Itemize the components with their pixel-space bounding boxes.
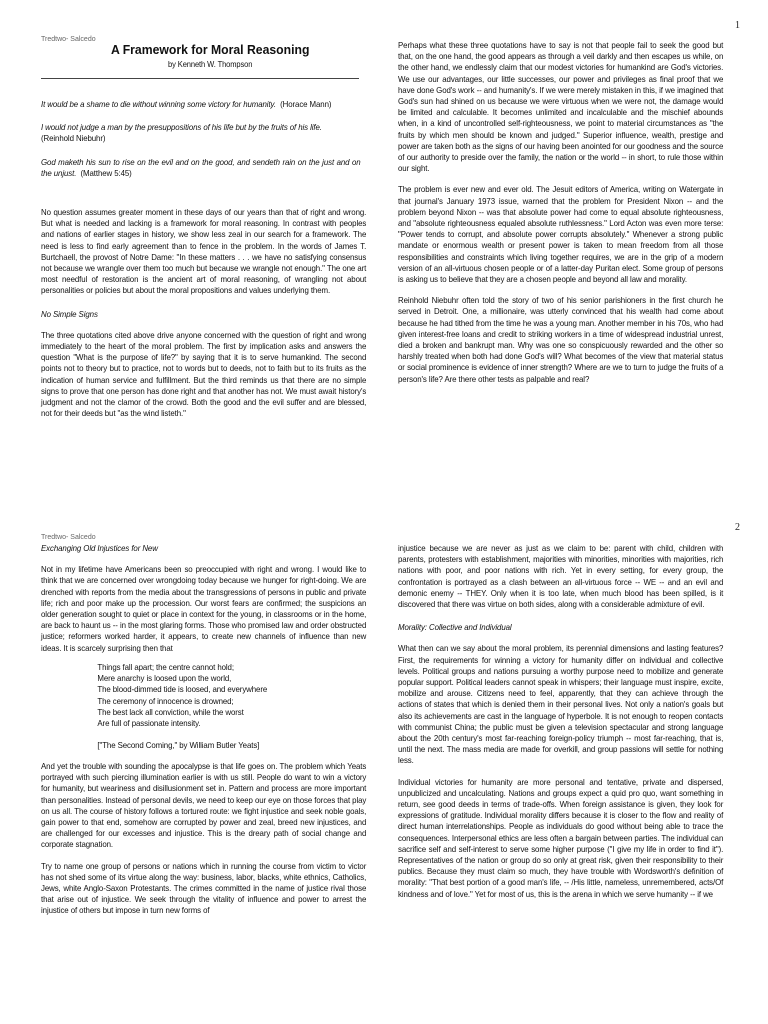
body-paragraph: No question assumes greater moment in these days of our years than that of right and wrong. But what is needed and lacking is a framework for moral reasoning. In contrast with peoples and nations of earlier stages in history, we show less zeal in our search for a framework. The need is less to find early agreement than to fence in the problem. In the words of James T. Burtchaell, the provost of Notre Dame: "In these matters . . . we have no satisfying consensus not because we wrangle over them too much but because we wrangle not enough." The one art most needful of restoration is the ancient art of moral reasoning, of wrangling not about personalities or policies but about the moral propositions and values underlying them. [41, 207, 367, 296]
section-heading: Exchanging Old Injustices for New [41, 543, 158, 553]
right-column [398, 40, 723, 395]
section-heading: No Simple Signs [41, 308, 98, 319]
article-title: A Framework for Moral Reasoning [110, 42, 310, 57]
poem-line: Are full of passionate intensity. [97, 718, 201, 729]
epigraph: God maketh his sun to rise on the evil and on the good, and sendeth rain on the just and on the unjust. (Matthew 5:45) [41, 156, 361, 178]
poem-line: The ceremony of innocence is drowned; [97, 695, 234, 706]
section-heading: Morality: Collective and Individual [398, 622, 512, 633]
body-paragraph: Reinhold Niebuhr often told the story of two of his senior parishioners in the first church he served in Detroit. One, a millionaire, was utterly convinced that his wealth had come about because he had tithed from the time he was a young man. Another member in his 70s, who had given interest-free loans and credit to striking workers in a time of widespread industrial unrest, died a broken and bankrupt man. Why was one so conspicuously rewarded and the other so harshly treated when both had done God's will? What becomes of the view that material status or social prominence is evidence of inner strength? Where are we to turn to judge the fruits of a person's life? Are there other tests as palpable and real? [398, 295, 724, 384]
body-paragraph: Try to name one group of persons or nations which in running the course from victim to victor has not shed some of its virtue along the way: business, labor, blacks, white ethnics, Catholics, Jews, white Anglo-Saxon Protestants. The crimes committed in the name of justice rival those that arise out of injustice. We seek through the vitality of influence and power to arrest the injustice of others but impose in turn new forms of [41, 860, 367, 916]
body-paragraph: Perhaps what these three quotations have to say is not that people fail to seek the good but that, on the one hand, the good appears as through a veil darkly and then escapes us while, on the other hand, we endlessly claim that our modest victories for humankind are God's victories. We use our advantages, our little successes, our power and privileges as final proof that we have done God's work -- and humanity's. If we were merely mistaken in this, if we imagined that God's sun had shined on us because we were virtuous when we were not, the damage would be limited and calculable. It becomes unlimited and incalculable and the mischief abounds when, in a kind of uncontrolled self-righteousness, we point to material circumstances as "the fruits by which men should be known and judged." Superior influence, wealth, prestige and power are taken both as the signs of our having been anointed for our goodness and the source of our authority to preside over the family, the nation or the world -- in short, to rule those within our sight. [398, 40, 724, 174]
running-head: Tredtwo- Salcedo [41, 36, 96, 43]
page-number: 2 [735, 522, 740, 533]
poem-line: The blood-dimmed tide is loosed, and everywhere [97, 684, 268, 695]
title-rule [41, 78, 359, 79]
body-paragraph: And yet the trouble with sounding the apocalypse is that life goes on. The problem which Yeats portrayed with such piercing illumination earlier is with us still. People do want to win a victory for humanity, but weariness and disillusionment set in. Pattern and process are more important than personalities. Instead of personal devils, we need to keep our eye on those forces that play on us all. The course of history follows a tortured route: we fight injustice and seek noble goals, gain power to that end, somehow are corrupted by power and zeal, breed new injustices, and are challenged for our excesses and injustice. This is the dreary path of social change and corporate stagnation. [41, 760, 367, 850]
epigraphs [41, 99, 361, 189]
right-column [398, 543, 723, 910]
body-paragraph: The problem is ever new and ever old. The Jesuit editors of America, writing on Watergate in that journal's January 1973 issue, warned that the problem for President Nixon -- and the problem beyond Nixon -- was that absolute power had come to equal absolute righteousness, and "absolute righteousness equaled absolute ruthlessness." Lord Acton was even more terse: "Power tends to corrupt, and absolute power corrupts absolutely." Whenever a strong public mandate or enormous wealth or present power is taken to mean freedom from all those responsibilities and constraints which living together requires, we are in the grip of a modern version of an all-virtuous chosen people or of a latter-day Puritan elect. Some group of persons is asking us to believe that they are a chosen people and beyond all law and morality. [398, 184, 724, 285]
document-page-2 [0, 512, 768, 1024]
left-body [41, 207, 366, 429]
body-paragraph: injustice because we are never as just as we claim to be: parent with child, children with parents, protesters with establishment, majorities with minorities, minorities with majorities, rich nations with poor, and poor nations with rich. Yet in every setting, for every group, the confrontation is portrayed as a clash between an all-virtuous force -- WE -- and an evil and demonic enemy -- THEY. Only when it is too late, when much blood has been spilled, is it discovered that there was virtue on both sides, along with a considerable admixture of evil. [398, 543, 724, 610]
page-number: 1 [735, 20, 740, 31]
left-column [41, 42, 379, 80]
epigraph: I would not judge a man by the presuppositions of his life but by the fruits of his life. (Reinhold Niebuhr) [41, 122, 322, 144]
poem-line: Mere anarchy is loosed upon the world, [97, 673, 232, 684]
body-paragraph: What then can we say about the moral problem, its perennial dimensions and lasting features? First, the requirements for winning a victory for humanity differ on individual and collective levels. Political groups and nations pursuing a worthy purpose need to mobilize and generate popular support. Political leaders cannot speak in whispers; their language must inspire, excite, mobilize and arouse. Citizens need to feel, apparently, that they can achieve through the actions of states that which is denied them in their personal lives. Not only a nation's goals but also its achievements are cast in the language of hyperbole. It is not enough to reopen contacts with communist China; the public must be given a television spectacular and strong language about the 20th century's most far-reaching foreign-policy triumph -- most far-reaching, that is, until the next. The mass media are made for overkill, and group passions will settle for nothing less. [398, 643, 724, 766]
body-paragraph: Not in my lifetime have Americans been so preoccupied with right and wrong. I would like to think that we are concerned over wrongdoing today because we hunger for right-doing. We are drenched with reports from the media about the transgressions of persons in public and private life; rich and poor make up the procession. Our worst fears are confirmed; the suspicions an older generation sought to quiet or place in context for the young, in classrooms or in the home, are back to haunt us -- in the most glaring forms. Those who promised law and order obstructed justice; reformers worked harder, it appears, to create new channels of influence than new ideas. It is scarcely surprising then that [41, 564, 367, 653]
article-author: by Kenneth W. Thompson [168, 60, 253, 69]
body-paragraph: Individual victories for humanity are more personal and tentative, private and dispersed, unpublicized and uncalculating. Nations and groups expect a quid pro quo, want something in return, see good deeds in terms of trade-offs. When foreign assistance is given, they look for expressions of gratitude. Individual morality differs because it is closer to the flow and reality of direct human interrelationships. People as individuals do good without being able to trace the consequences. Interpersonal ethics are less often a bargain between parties. The individual can sacrifice self and self-interest to serve some higher purpose ("I give my life in order to find it"). Representatives of the nation or group do so only at great risk, given their responsibility to their publics. Because they must claim so much, they have trouble with Wordsworth's definition of morality: "That best portion of a good man's life, -- /His little, nameless, unremembered, acts/Of kindness and of love." Yet for most of us, this is the arena in which we serve humanity -- if we [398, 776, 724, 899]
poem-line: Things fall apart; the centre cannot hold; [97, 661, 234, 672]
poem-quotation [97, 662, 366, 751]
poem-citation: ["The Second Coming," by William Butler Yeats] [97, 739, 260, 750]
poem-line: The best lack all conviction, while the worst [97, 707, 244, 718]
running-head: Tredtwo- Salcedo [41, 534, 96, 541]
left-column [41, 543, 366, 927]
epigraph: It would be a shame to die without winning some victory for humanity. (Horace Mann) [41, 99, 332, 109]
body-paragraph: The three quotations cited above drive anyone concerned with the question of right and wrong immediately to the heart of the moral problem. The first by implication asks and answers the question "What is the purpose of life?" by saying that it is to serve humankind. The second points not to theory but to practice, not to words but to deeds, not to faith but to its fruits as the indication of human service and fulfillment. But the third reminds us that there are no simple signs to prove that one person has done right and that another has not. We must await history's judgment and not the clamor of the crowd. Both the good and the evil suffer and are blessed, not for their deeds but "as the wind listeth." [41, 329, 367, 419]
